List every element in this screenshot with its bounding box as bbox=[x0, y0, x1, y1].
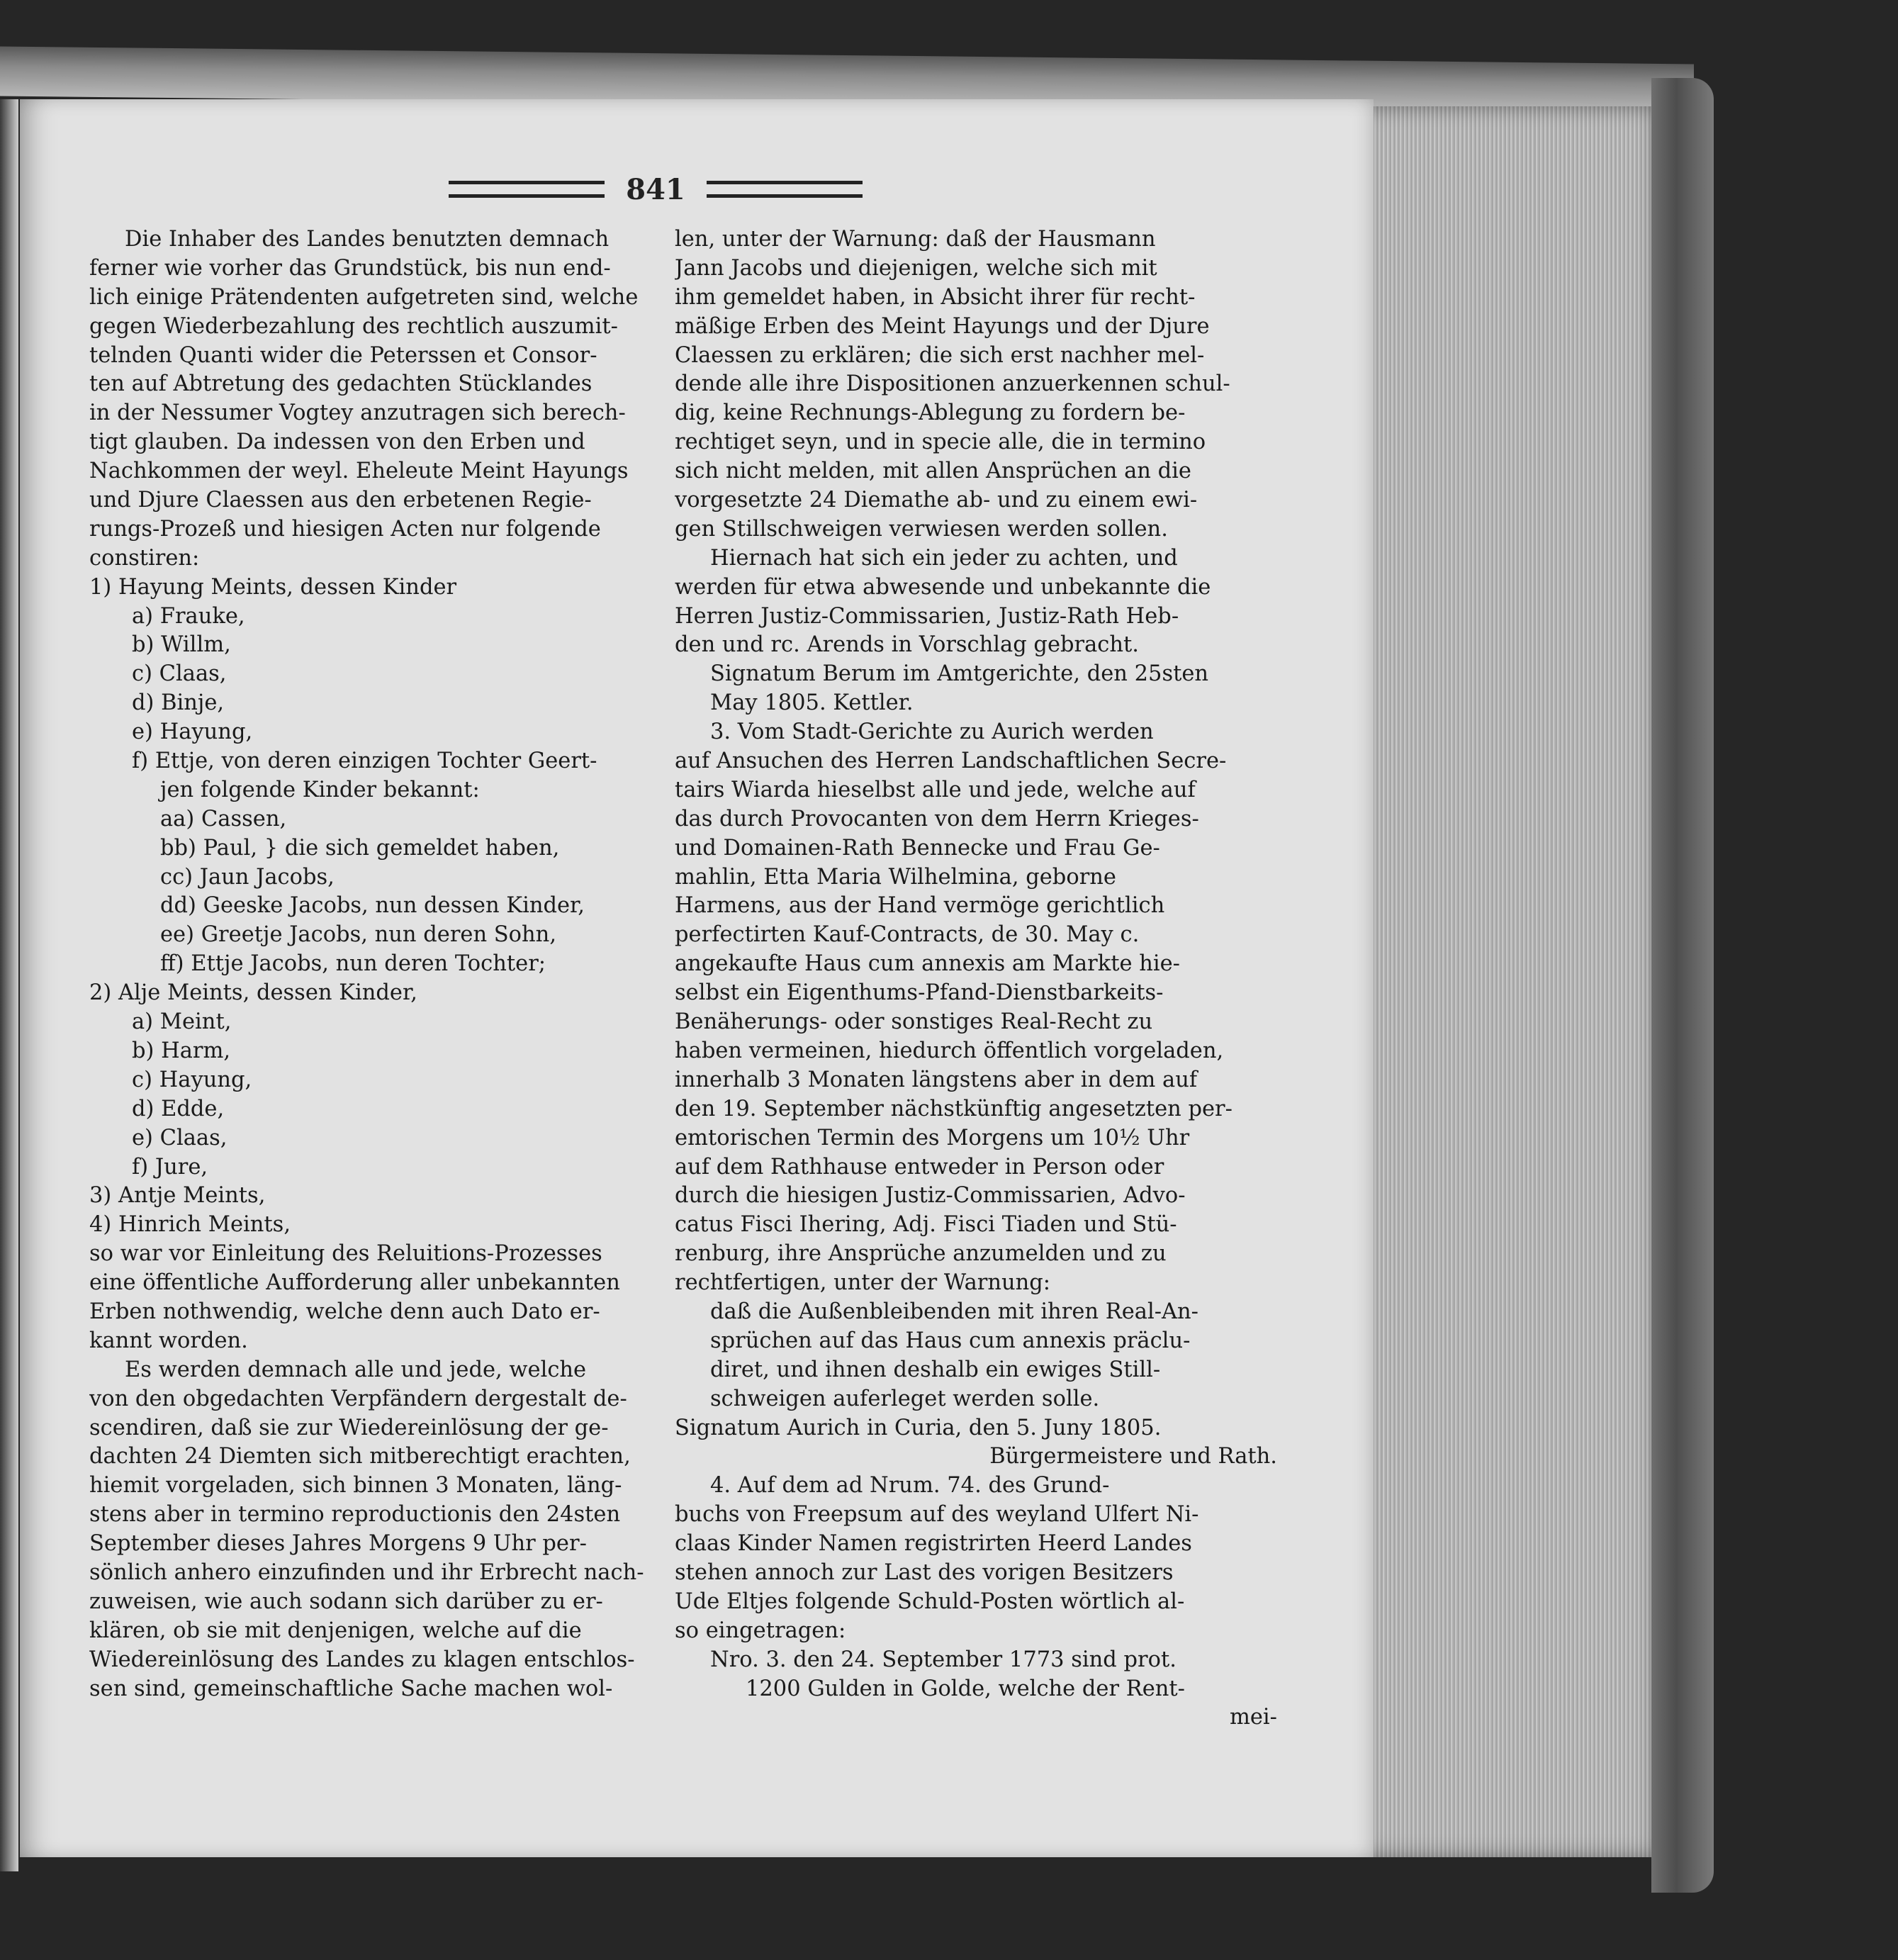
text-line: ee) Greetje Jacobs, nun deren Sohn, bbox=[160, 922, 557, 948]
text-line: das durch Provocanten von dem Herrn Krieges- bbox=[675, 806, 1199, 831]
text-line: klären, ob sie mit denjenigen, welche auf die bbox=[89, 1618, 582, 1643]
text-line: f) Ettje, von deren einzigen Tochter Geert- bbox=[132, 749, 597, 774]
text-line: aa) Cassen, bbox=[160, 806, 287, 831]
page-block-edges bbox=[1359, 106, 1657, 1857]
text-line: Erben nothwendig, welche denn auch Dato er- bbox=[89, 1299, 600, 1324]
book-cover-spine bbox=[1651, 78, 1714, 1893]
text-line: daß die Außenbleibenden mit ihren Real-An- bbox=[710, 1299, 1198, 1324]
text-line: 4. Auf dem ad Nrum. 74. des Grund- bbox=[710, 1473, 1110, 1499]
text-line: dig, keine Rechnungs-Ablegung zu fordern be- bbox=[675, 401, 1186, 426]
text-line: Nachkommen der weyl. Eheleute Meint Hayungs bbox=[89, 459, 629, 484]
text-line: buchs von Freepsum auf des weyland Ulfert Ni- bbox=[675, 1502, 1199, 1528]
text-line: len, unter der Warnung: daß der Hausmann bbox=[675, 227, 1156, 252]
text-line: und Domainen-Rath Bennecke und Frau Ge- bbox=[675, 835, 1160, 861]
page-header bbox=[439, 172, 872, 207]
text-line: ff) Ettje Jacobs, nun deren Tochter; bbox=[160, 951, 546, 977]
text-line: catus Fisci Ihering, Adj. Fisci Tiaden und Stü- bbox=[675, 1212, 1177, 1238]
text-line: tigt glauben. Da indessen von den Erben und bbox=[89, 430, 585, 455]
text-line: ten auf Abtretung des gedachten Stücklandes bbox=[89, 371, 593, 397]
text-line: in der Nessumer Vogtey anzutragen sich berech- bbox=[89, 401, 626, 426]
text-line: renburg, ihre Ansprüche anzumelden und zu bbox=[675, 1241, 1167, 1267]
text-line: bb) Paul, } die sich gemeldet haben, bbox=[160, 835, 560, 861]
text-line: den 19. September nächstkünftig angesetzten per- bbox=[675, 1096, 1232, 1121]
text-line: d) Binje, bbox=[132, 690, 225, 716]
text-line: scendiren, daß sie zur Wiedereinlösung der ge- bbox=[89, 1415, 609, 1440]
text-line: auf dem Rathhause entweder in Person oder bbox=[675, 1154, 1164, 1180]
text-line: 4) Hinrich Meints, bbox=[89, 1212, 291, 1238]
text-line: so war vor Einleitung des Reluitions-Prozesses bbox=[89, 1241, 602, 1267]
text-line: b) Harm, bbox=[132, 1038, 231, 1063]
right-text-column bbox=[675, 225, 1277, 1732]
text-line: a) Meint, bbox=[132, 1009, 232, 1035]
text-line: zuweisen, wie auch sodann sich darüber zu er- bbox=[89, 1589, 603, 1614]
text-line: Die Inhaber des Landes benutzten demnach bbox=[125, 227, 610, 252]
text-line: f) Jure, bbox=[132, 1154, 208, 1180]
text-line: tairs Wiarda hieselbst alle und jede, welche auf bbox=[675, 777, 1196, 802]
text-line: diret, und ihnen deshalb ein ewiges Still- bbox=[710, 1357, 1161, 1382]
text-line: 1200 Gulden in Golde, welche der Rent- bbox=[746, 1676, 1185, 1701]
text-line: jen folgende Kinder bekannt: bbox=[160, 777, 480, 802]
text-line: cc) Jaun Jacobs, bbox=[160, 864, 335, 890]
text-line: Herren Justiz-Commissarien, Justiz-Rath Heb- bbox=[675, 603, 1179, 629]
text-line: durch die hiesigen Justiz-Commissarien, Advo- bbox=[675, 1183, 1186, 1209]
text-line: e) Claas, bbox=[132, 1125, 228, 1150]
text-line: innerhalb 3 Monaten längstens aber in dem auf bbox=[675, 1067, 1198, 1092]
text-line: vorgesetzte 24 Diemathe ab- und zu einem ewi- bbox=[675, 488, 1198, 513]
text-line: Es werden demnach alle und jede, welche bbox=[125, 1357, 587, 1382]
text-line: ihm gemeldet haben, in Absicht ihrer für recht- bbox=[675, 284, 1196, 310]
text-line: gegen Wiederbezahlung des rechtlich auszumit- bbox=[89, 313, 618, 339]
text-line: Claessen zu erklären; die sich erst nachher mel- bbox=[675, 342, 1205, 368]
text-line: Jann Jacobs und diejenigen, welche sich mit bbox=[675, 255, 1157, 281]
left-text-column bbox=[89, 225, 670, 1703]
text-line: und Djure Claessen aus den erbetenen Regie- bbox=[89, 488, 592, 513]
text-line: May 1805. Kettler. bbox=[710, 690, 914, 716]
text-line: kannt worden. bbox=[89, 1328, 248, 1353]
text-line: dd) Geeske Jacobs, nun dessen Kinder, bbox=[160, 893, 585, 919]
text-line: selbst ein Eigenthums-Pfand-Dienstbarkeits- bbox=[675, 980, 1164, 1006]
text-line: 2) Alje Meints, dessen Kinder, bbox=[89, 980, 417, 1006]
text-line: 3) Antje Meints, bbox=[89, 1183, 266, 1209]
text-line: c) Claas, bbox=[132, 661, 227, 687]
text-line: mei- bbox=[1229, 1705, 1277, 1730]
text-line: Hiernach hat sich ein jeder zu achten, und bbox=[710, 545, 1178, 571]
text-line: mahlin, Etta Maria Wilhelmina, geborne bbox=[675, 864, 1116, 890]
text-line: auf Ansuchen des Herren Landschaftlichen Secre- bbox=[675, 749, 1227, 774]
text-line: sönlich anhero einzufinden und ihr Erbrecht nach- bbox=[89, 1559, 644, 1585]
text-line: schweigen auferleget werden solle. bbox=[710, 1386, 1100, 1411]
text-line: von den obgedachten Verpfändern dergestalt de- bbox=[89, 1386, 627, 1411]
text-line: rechtfertigen, unter der Warnung: bbox=[675, 1270, 1051, 1296]
text-line: c) Hayung, bbox=[132, 1067, 252, 1092]
text-line: Benäherungs- oder sonstiges Real-Recht zu bbox=[675, 1009, 1153, 1035]
text-line: lich einige Prätendenten aufgetreten sind, welche bbox=[89, 284, 639, 310]
text-line: claas Kinder Namen registrirten Heerd Landes bbox=[675, 1531, 1192, 1557]
text-line: a) Frauke, bbox=[132, 603, 245, 629]
text-line: dende alle ihre Dispositionen anzuerkennen schul- bbox=[675, 371, 1230, 397]
text-line: gen Stillschweigen verwiesen werden sollen. bbox=[675, 516, 1168, 542]
text-line: b) Willm, bbox=[132, 632, 231, 658]
text-line: rechtiget seyn, und in specie alle, die in termino bbox=[675, 430, 1206, 455]
text-line: dachten 24 Diemten sich mitberechtigt erachten, bbox=[89, 1444, 631, 1469]
text-line: rungs-Prozeß und hiesigen Acten nur folgende bbox=[89, 516, 601, 542]
text-line: e) Hayung, bbox=[132, 719, 253, 745]
text-line: mäßige Erben des Meint Hayungs und der Djure bbox=[675, 313, 1210, 339]
text-line: constiren: bbox=[89, 545, 200, 571]
facing-page-edge bbox=[0, 99, 18, 1871]
text-line: sprüchen auf das Haus cum annexis präclu- bbox=[710, 1328, 1191, 1353]
text-line: haben vermeinen, hiedurch öffentlich vorgeladen, bbox=[675, 1038, 1224, 1063]
text-line: d) Edde, bbox=[132, 1096, 225, 1121]
text-line: stehen annoch zur Last des vorigen Besitzers bbox=[675, 1559, 1174, 1585]
text-line: den und rc. Arends in Vorschlag gebracht. bbox=[675, 632, 1139, 658]
text-line: Ude Eltjes folgende Schuld-Posten wörtlich al- bbox=[675, 1589, 1185, 1614]
text-line: werden für etwa abwesende und unbekannte die bbox=[675, 574, 1211, 600]
text-line: angekaufte Haus cum annexis am Markte hie- bbox=[675, 951, 1180, 977]
text-line: Nro. 3. den 24. September 1773 sind prot. bbox=[710, 1647, 1177, 1672]
text-line: 3. Vom Stadt-Gerichte zu Aurich werden bbox=[710, 719, 1154, 745]
page-number: 841 bbox=[626, 172, 685, 206]
text-line: emtorischen Termin des Morgens um 10½ Uhr bbox=[675, 1125, 1190, 1150]
text-line: September dieses Jahres Morgens 9 Uhr per- bbox=[89, 1531, 587, 1557]
text-line: Harmens, aus der Hand vermöge gerichtlich bbox=[675, 893, 1165, 919]
text-line: hiemit vorgeladen, sich binnen 3 Monaten, läng- bbox=[89, 1473, 622, 1499]
text-line: telnden Quanti wider die Peterssen et Consor- bbox=[89, 342, 597, 368]
header-rule-right bbox=[707, 181, 863, 198]
text-line: stens aber in termino reproductionis den 24sten bbox=[89, 1502, 621, 1528]
header-rule-left bbox=[449, 181, 605, 198]
text-line: ferner wie vorher das Grundstück, bis nun end- bbox=[89, 255, 611, 281]
text-line: Bürgermeistere und Rath. bbox=[989, 1444, 1277, 1469]
text-line: eine öffentliche Aufforderung aller unbekannten bbox=[89, 1270, 620, 1296]
text-line: 1) Hayung Meints, dessen Kinder bbox=[89, 574, 457, 600]
text-line: so eingetragen: bbox=[675, 1618, 846, 1643]
text-line: sen sind, gemeinschaftliche Sache machen wol- bbox=[89, 1676, 613, 1701]
text-line: Wiedereinlösung des Landes zu klagen entschlos- bbox=[89, 1647, 635, 1672]
text-line: Signatum Aurich in Curia, den 5. Juny 1805. bbox=[675, 1415, 1162, 1440]
text-line: Signatum Berum im Amtgerichte, den 25sten bbox=[710, 661, 1209, 687]
text-line: sich nicht melden, mit allen Ansprüchen an die bbox=[675, 459, 1191, 484]
text-line: perfectirten Kauf-Contracts, de 30. May c. bbox=[675, 922, 1140, 948]
